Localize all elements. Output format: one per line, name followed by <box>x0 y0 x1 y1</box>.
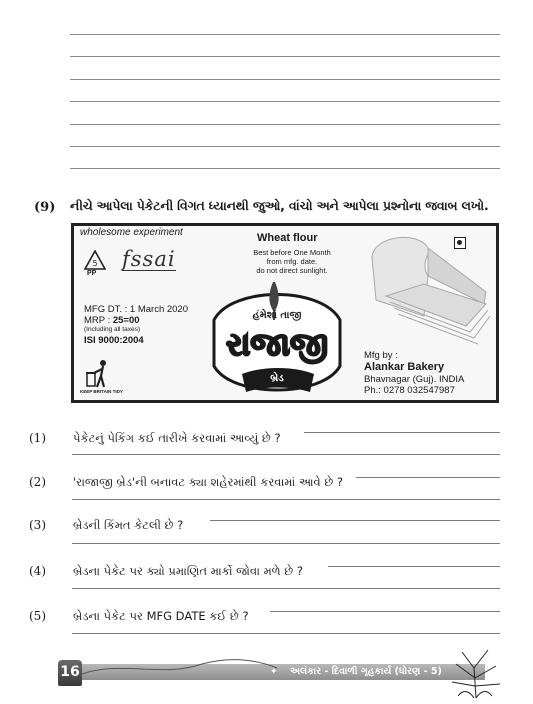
recycle-symbol-icon <box>84 250 106 272</box>
bread-packet <box>71 223 499 403</box>
answer-line <box>72 499 500 500</box>
mrp-line <box>84 315 140 326</box>
keep-tidy-label: KEEP BRITAIN TIDY <box>80 389 123 394</box>
brand-logo <box>202 280 352 395</box>
answer-line <box>72 454 500 455</box>
mrp-label: MRP : <box>84 315 111 326</box>
answer-line <box>328 566 500 567</box>
question-number: (9) <box>34 200 56 215</box>
footer-swirl <box>82 652 282 682</box>
mrp-value: 25=00 <box>112 315 140 326</box>
packet-tagline: wholesome experiment <box>80 227 183 238</box>
mfg-by-label: Mfg by : <box>364 350 398 361</box>
veg-mark-icon <box>454 237 466 249</box>
answer-line <box>70 146 500 147</box>
keep-tidy-icon <box>84 359 114 389</box>
fssai-logo: fssai <box>122 247 176 271</box>
bread-slices-image <box>366 230 496 348</box>
answer-line <box>356 477 500 478</box>
footer-text: અલંકાર - દિવાળી ગૃહકાર્ય (ધોરણ - 5) <box>290 666 442 677</box>
brand-top-text: હંમેશાં તાજી <box>252 310 302 321</box>
answer-line <box>72 543 500 544</box>
product-name: Wheat flour <box>257 232 318 244</box>
answer-line <box>70 101 500 102</box>
answer-line <box>72 588 500 589</box>
pp-label: PP <box>87 270 97 277</box>
page-number: 16 <box>60 664 80 680</box>
answer-line <box>270 611 500 612</box>
brand-sub: બ્રેડ <box>270 373 284 384</box>
answer-line <box>70 56 500 57</box>
isi-mark: ISI 9000:2004 <box>84 335 144 346</box>
answer-line <box>70 79 500 80</box>
mfg-date: MFG DT. : 1 March 2020 <box>84 304 189 315</box>
mrp-note: (Including all taxes) <box>84 326 140 333</box>
manufacturer-address: Bhavnagar (Guj). INDIA <box>364 374 465 385</box>
brand-name: રાજાજી <box>226 325 328 363</box>
best-before-text: Best before One Month from mfg. date. do not direct sunlight. <box>253 248 331 275</box>
manufacturer-name: Alankar Bakery <box>364 361 445 373</box>
decorative-plant-icon <box>448 648 503 700</box>
page-number-badge <box>58 660 82 686</box>
bird-icon: ✦ <box>270 667 278 677</box>
answer-line <box>70 124 500 125</box>
svg-text:5: 5 <box>92 259 98 268</box>
answer-line <box>304 432 500 433</box>
answer-line <box>70 168 500 169</box>
manufacturer-phone: Ph.: 0278 032547987 <box>364 385 455 396</box>
answer-line <box>70 34 500 35</box>
question-text: નીચે આપેલા પેકેટની વિગત ધ્યાનથી જુઓ, વાંચો અને આપેલા પ્રશ્નોના જવાબ લખો. <box>70 198 489 213</box>
answer-line <box>72 633 500 634</box>
answer-line <box>210 520 500 521</box>
